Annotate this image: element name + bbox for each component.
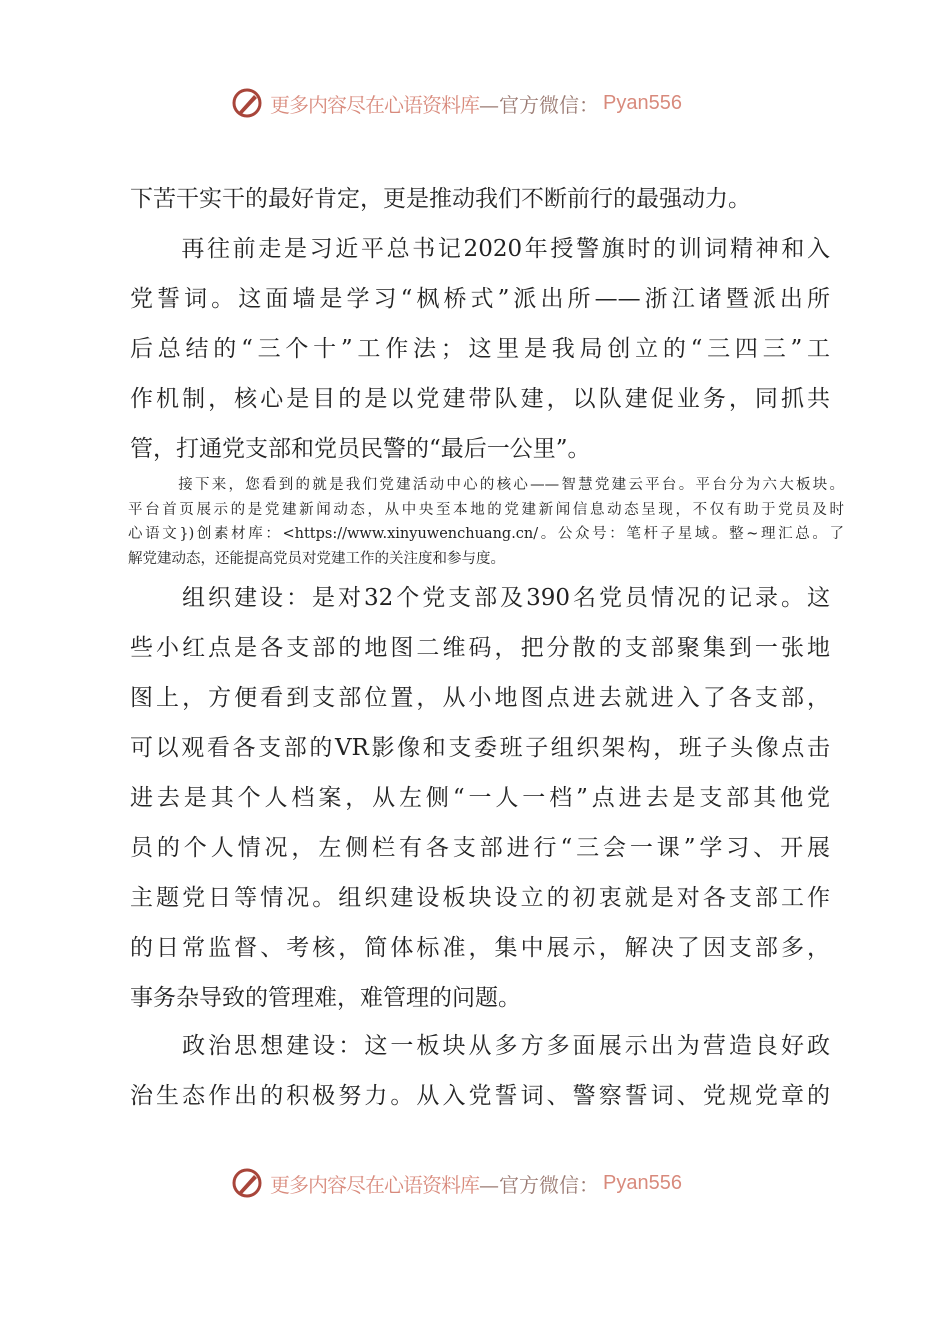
watermark-brand: 更多内容尽在心语资料库 bbox=[270, 1172, 479, 1197]
paragraph-line: 主题党日等情况。组织建设板块设立的初衷就是对各支部工作 bbox=[130, 885, 830, 911]
paragraph-line: 后总结的“三个十”工作法；这里是我局创立的“三四三”工 bbox=[130, 336, 830, 362]
paragraph-line: 员的个人情况，左侧栏有各支部进行“三会一课”学习、开展 bbox=[130, 835, 830, 861]
watermark-wechat-id: Pyan556 bbox=[603, 91, 682, 114]
pen-logo-icon bbox=[230, 1166, 264, 1200]
pen-logo-icon bbox=[230, 86, 264, 120]
watermark-wechat-id: Pyan556 bbox=[603, 1171, 682, 1194]
paragraph-line: 些小红点是各支部的地图二维码，把分散的支部聚集到一张地 bbox=[130, 635, 830, 661]
watermark-label: —官方微信： bbox=[479, 1172, 599, 1197]
paragraph-line: 的日常监督、考核，简体标准，集中展示，解决了因支部多， bbox=[130, 935, 830, 961]
paragraph-line: 事务杂导致的管理难，难管理的问题。 bbox=[130, 985, 521, 1011]
paragraph-line: 解党建动态，还能提高党员对党建工作的关注度和参与度。 bbox=[128, 550, 505, 567]
paragraph-line: 图上，方便看到支部位置，从小地图点进去就进入了各支部， bbox=[130, 685, 830, 711]
paragraph-line: 党誓词。这面墙是学习“枫桥式”派出所——浙江诸暨派出所 bbox=[130, 286, 830, 312]
paragraph-line: 进去是其个人档案，从左侧“一人一档”点进去是支部其他党 bbox=[130, 785, 830, 811]
watermark-label: —官方微信： bbox=[479, 92, 599, 117]
paragraph-line: 可以观看各支部的VR影像和支委班子组织架构，班子头像点击 bbox=[130, 735, 830, 761]
paragraph-line: 平台首页展示的是党建新闻动态，从中央至本地的党建新闻信息动态呈现，不仅有助于党员及时 bbox=[128, 501, 844, 518]
watermark-brand: 更多内容尽在心语资料库 bbox=[270, 92, 479, 117]
paragraph-line: 心语文})创素材库：<https://www.xinyuwenchuang.cn/。公众号：笔杆子星域。整~理汇总。了 bbox=[128, 526, 844, 542]
paragraph-line: 下苦干实干的最好肯定，更是推动我们不断前行的最强动力。 bbox=[130, 186, 751, 212]
paragraph-line: 组织建设：是对32个党支部及390名党员情况的记录。这 bbox=[130, 585, 830, 611]
footer-watermark bbox=[230, 1166, 720, 1200]
paragraph-line: 管，打通党支部和党员民警的“最后一公里”。 bbox=[130, 436, 591, 462]
paragraph-line: 接下来，您看到的就是我们党建活动中心的核心——智慧党建云平台。平台分为六大板块。 bbox=[128, 477, 844, 493]
paragraph-line: 政治思想建设：这一板块从多方多面展示出为营造良好政 bbox=[130, 1033, 830, 1059]
paragraph-line: 再往前走是习近平总书记2020年授警旗时的训词精神和入 bbox=[130, 236, 830, 262]
paragraph-line: 治生态作出的积极努力。从入党誓词、警察誓词、党规党章的 bbox=[130, 1083, 830, 1109]
paragraph-line: 作机制，核心是目的是以党建带队建，以队建促业务，同抓共 bbox=[130, 386, 830, 412]
header-watermark bbox=[230, 86, 720, 120]
